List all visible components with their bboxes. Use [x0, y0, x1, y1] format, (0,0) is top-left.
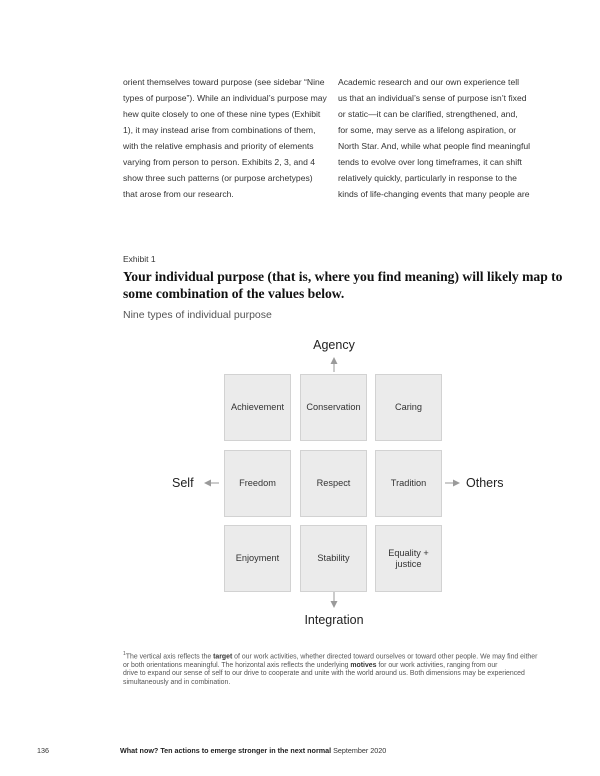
text-line: types of purpose”). While an individual’s purpose may	[123, 93, 327, 103]
exhibit-subtitle: Nine types of individual purpose	[123, 309, 272, 321]
footnote-line	[123, 650, 548, 662]
footnote-line	[123, 662, 548, 671]
axis-label-agency: Agency	[313, 338, 355, 352]
text-line: North Star. And, while what people find meaningful	[338, 141, 531, 151]
axis-label-others: Others	[466, 476, 504, 490]
arrow-right-head-icon	[453, 480, 460, 487]
text-line: orient themselves toward purpose (see sidebar “Nine	[123, 77, 325, 87]
footer-publication-title: What now? Ten actions to emerge stronger in the next normal	[120, 746, 332, 755]
footer-publication	[120, 746, 386, 755]
text-line: tends to evolve over long timeframes, it can shift	[338, 157, 522, 167]
grid-cell-caring: Caring	[375, 374, 442, 441]
text-line: kinds of life-changing events that many people are	[338, 189, 530, 199]
text-line: us that an individual’s sense of purpose isn’t fixed	[338, 93, 527, 103]
exhibit-title-line: Your individual purpose (that is, where you find meaning) will likely map to	[123, 269, 563, 284]
text-line: that arose from our research.	[123, 189, 234, 199]
exhibit-title-line: some combination of the values below.	[123, 285, 345, 301]
text-line: relatively quickly, particularly in response to the	[338, 173, 517, 183]
footnote-text: of our work activities, whether directed toward ourselves or toward other people. We may find either	[232, 653, 538, 661]
page-number: 136	[37, 746, 49, 755]
text-line: varying from person to person. Exhibits 2, 3, and 4	[123, 157, 316, 167]
text-line: Academic research and our own experience tell	[338, 77, 520, 87]
grid-cell-tradition: Tradition	[375, 450, 442, 517]
arrow-up-head-icon	[331, 357, 338, 364]
text-line: 1), it may instead arise from combinations of them,	[123, 125, 316, 135]
text-line: hew quite closely to one of these nine types (Exhibit	[123, 109, 321, 119]
footnote	[123, 650, 548, 688]
footnote-line: simultaneously and in combination.	[123, 679, 231, 687]
axis-label-integration: Integration	[304, 613, 364, 627]
exhibit-label: Exhibit 1	[123, 254, 156, 264]
grid-cell-freedom: Freedom	[224, 450, 291, 517]
grid-cell-conservation: Conservation	[300, 374, 367, 441]
text-line: with the relative emphasis and priority of elements	[123, 141, 314, 151]
grid-cell-enjoyment: Enjoyment	[224, 525, 291, 592]
footnote-marker: 1	[123, 651, 126, 657]
footnote-emphasis: motives	[350, 661, 377, 669]
footnote-text: for our work activities, ranging from our	[376, 661, 498, 669]
footnote-text: or both orientations meaningful. The horizontal axis reflects the underlying	[123, 661, 351, 669]
footnote-text: The vertical axis reflects the	[125, 653, 214, 661]
text-line: for some, may serve as a lifelong aspiration, or	[338, 125, 517, 135]
arrow-down-head-icon	[331, 601, 338, 608]
axis-label-self: Self	[172, 476, 194, 490]
text-line: show three such patterns (or purpose archetypes)	[123, 173, 313, 183]
arrow-left-head-icon	[204, 480, 211, 487]
footer-date: September 2020	[333, 746, 387, 755]
text-line: or static—it can be clarified, strengthened, and,	[338, 109, 518, 119]
footnote-emphasis: target	[213, 653, 233, 661]
grid-cell-equality-justice: Equality + justice	[375, 525, 442, 592]
grid-cell-stability: Stability	[300, 525, 367, 592]
grid-cell-achievement: Achievement	[224, 374, 291, 441]
footnote-line: drive to expand our sense of self to our drive to cooperate and unite with the world around us. Both dimensions may be experienced	[123, 670, 525, 678]
grid-cell-respect: Respect	[300, 450, 367, 517]
